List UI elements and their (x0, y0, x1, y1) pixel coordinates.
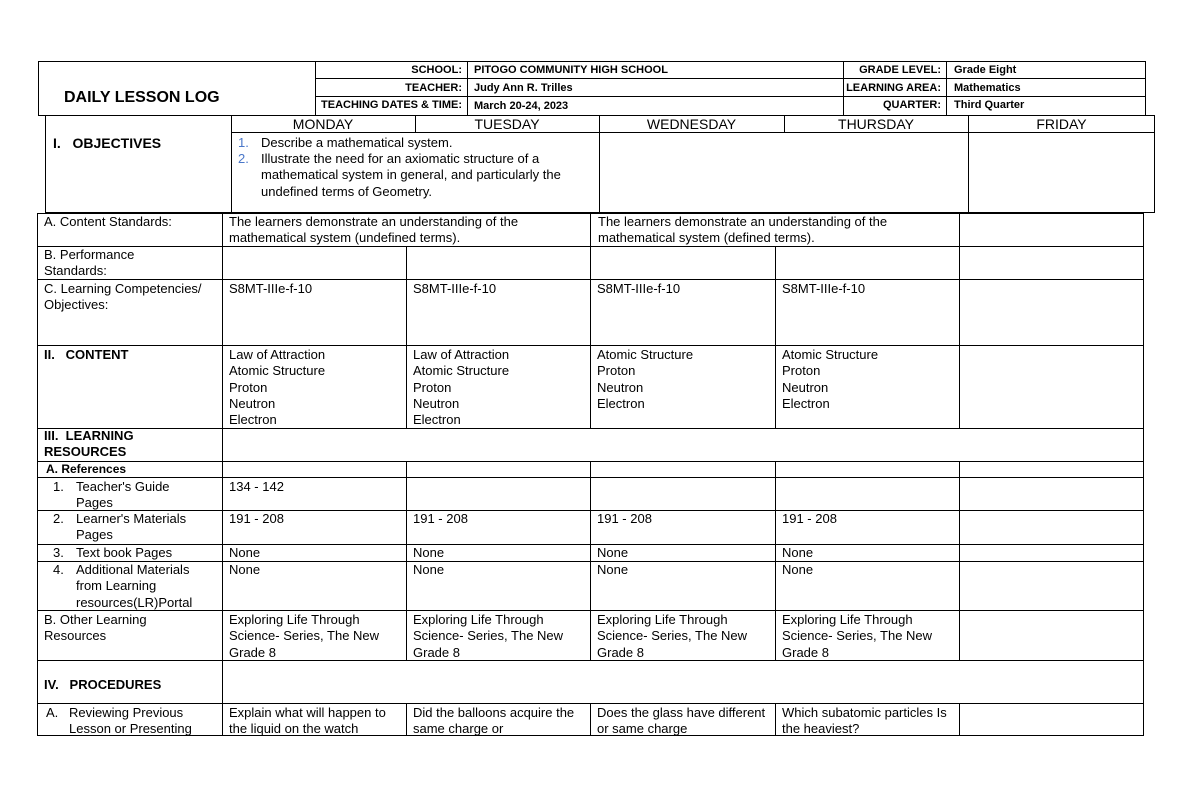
teachers-guide-num: 1. (53, 479, 64, 494)
competency-thu: S8MT-IIIe-f-10 (782, 281, 866, 296)
learners-materials-num: 2. (53, 511, 64, 526)
col-rule (775, 246, 776, 428)
col-rule (959, 213, 960, 428)
content-item: Law of Attraction (413, 347, 510, 362)
additional-mon: None (229, 562, 261, 577)
content-standards-mon-tue: The learners demonstrate an understanding of the mathematical system (undefined terms). (229, 214, 519, 246)
competency-wed: S8MT-IIIe-f-10 (597, 281, 681, 296)
dates-value: March 20-24, 2023 (474, 100, 569, 112)
area-value: Mathematics (954, 82, 1021, 94)
textbook-tue: None (413, 545, 445, 560)
col-rule (406, 461, 407, 660)
objectives-label: I. OBJECTIVES (53, 135, 162, 151)
day-header-rule (231, 132, 1155, 133)
content-standards-label: A. Content Standards: (44, 214, 172, 229)
performance-standards-label: B. Performance Standards: (44, 247, 135, 279)
content-item: Atomic Structure (229, 363, 326, 379)
content-thu (782, 347, 957, 412)
header-rule (315, 78, 1146, 79)
col-rule (406, 703, 407, 736)
area-label: LEARNING AREA: (846, 82, 941, 94)
school-value: PITOGO COMMUNITY HIGH SCHOOL (474, 64, 668, 76)
content-item: Neutron (229, 395, 276, 411)
content-item: Atomic Structure (413, 363, 510, 379)
learners-materials-thu: 191 - 208 (782, 511, 837, 526)
other-resources-thu: Exploring Life Through Science- Series, The New Grade 8 (782, 612, 933, 660)
teachers-guide-label: Teacher's Guide Pages (76, 479, 170, 511)
grade-label: GRADE LEVEL: (859, 64, 941, 76)
content-wed (597, 347, 772, 412)
quarter-value: Third Quarter (954, 99, 1025, 111)
reviewing-mon: Explain what will happen to the liquid on the watch (229, 705, 386, 736)
content-item: Neutron (597, 379, 644, 395)
competency-tue: S8MT-IIIe-f-10 (413, 281, 497, 296)
day-wednesday: WEDNESDAY (646, 116, 737, 132)
quarter-label: QUARTER: (882, 99, 941, 111)
day-friday: FRIDAY (1036, 116, 1087, 132)
col-rule (590, 703, 591, 736)
content-tue (413, 347, 588, 428)
content-item: Proton (782, 363, 821, 379)
competencies-label: C. Learning Competencies/ Objectives: (44, 281, 202, 313)
content-label: II. CONTENT (44, 347, 129, 362)
textbook-wed: None (597, 545, 629, 560)
content-mon (229, 347, 404, 428)
header-divider (467, 61, 468, 116)
dates-label: TEACHING DATES & TIME: (321, 99, 462, 111)
additional-label: Additional Materials from Learning resources(LR)Portal (76, 562, 193, 610)
page-title: DAILY LESSON LOG (64, 89, 220, 106)
learning-resources-label: III. LEARNING RESOURCES (44, 428, 138, 460)
content-item: Law of Attraction (229, 347, 326, 362)
textbook-num: 3. (53, 545, 64, 560)
reviewing-wed: Does the glass have different or same charge (597, 705, 766, 736)
grade-value: Grade Eight (954, 64, 1017, 76)
teacher-label: TEACHER: (405, 82, 462, 94)
additional-num: 4. (53, 562, 64, 577)
content-item: Neutron (413, 395, 460, 411)
other-resources-wed: Exploring Life Through Science- Series, The New Grade 8 (597, 612, 748, 660)
col-rule (406, 246, 407, 428)
content-item: Atomic Structure (782, 347, 879, 362)
reviewing-thu: Which subatomic particles Is the heaviest? (782, 705, 947, 736)
col-rule (590, 461, 591, 660)
col-rule (775, 461, 776, 660)
col-rule (590, 246, 591, 428)
content-standards-wed-thu: The learners demonstrate an understanding of the mathematical system (defined terms). (598, 214, 888, 246)
school-label: SCHOOL: (411, 64, 462, 76)
content-item: Atomic Structure (597, 347, 694, 362)
objective-text: Describe a mathematical system. (261, 135, 453, 150)
content-item: Proton (229, 379, 268, 395)
learners-materials-label: Learner's Materials Pages (76, 511, 187, 543)
header-divider (946, 61, 947, 116)
header-divider (315, 61, 316, 116)
day-monday: MONDAY (292, 116, 354, 132)
col-rule (959, 703, 960, 736)
other-resources-tue: Exploring Life Through Science- Series, The New Grade 8 (413, 612, 564, 660)
reviewing-num: A. (46, 705, 59, 720)
objective-text: Illustrate the need for an axiomatic structure of a mathematical system in general, and particularly the undefined terms of Geometry. (261, 151, 561, 199)
col-rule (775, 703, 776, 736)
col-rule (959, 461, 960, 660)
content-item: Neutron (782, 379, 829, 395)
col-rule (590, 213, 591, 246)
additional-wed: None (597, 562, 629, 577)
row-rule (37, 428, 1144, 429)
textbook-thu: None (782, 545, 814, 560)
learners-materials-tue: 191 - 208 (413, 511, 468, 526)
additional-thu: None (782, 562, 814, 577)
teachers-guide-mon: 134 - 142 (229, 479, 284, 494)
learners-materials-mon: 191 - 208 (229, 511, 284, 526)
day-thursday: THURSDAY (838, 116, 914, 132)
objective-number: 2. (238, 151, 249, 166)
competency-mon: S8MT-IIIe-f-10 (229, 281, 313, 296)
header-rule (315, 96, 1146, 97)
learners-materials-wed: 191 - 208 (597, 511, 652, 526)
additional-tue: None (413, 562, 445, 577)
header-divider (843, 61, 844, 116)
procedures-label: IV. PROCEDURES (44, 677, 162, 692)
row-rule (37, 660, 1144, 661)
teacher-value: Judy Ann R. Trilles (474, 82, 573, 94)
content-item: Electron (597, 395, 645, 411)
textbook-mon: None (229, 545, 261, 560)
textbook-label: Text book Pages (76, 545, 173, 560)
content-item: Electron (413, 412, 461, 428)
other-resources-label: B. Other Learning Resources (44, 612, 147, 644)
content-item: Electron (229, 412, 277, 428)
content-item: Electron (782, 395, 830, 411)
content-item: Proton (413, 379, 452, 395)
reviewing-tue: Did the balloons acquire the same charge or (413, 705, 575, 736)
day-tuesday: TUESDAY (474, 116, 540, 132)
other-resources-mon: Exploring Life Through Science- Series, The New Grade 8 (229, 612, 380, 660)
references-label: A. References (46, 462, 127, 476)
reviewing-label: Reviewing Previous Lesson or Presenting (69, 705, 192, 736)
objective-number: 1. (238, 135, 249, 150)
content-item: Proton (597, 363, 636, 379)
col-rule (222, 213, 223, 736)
